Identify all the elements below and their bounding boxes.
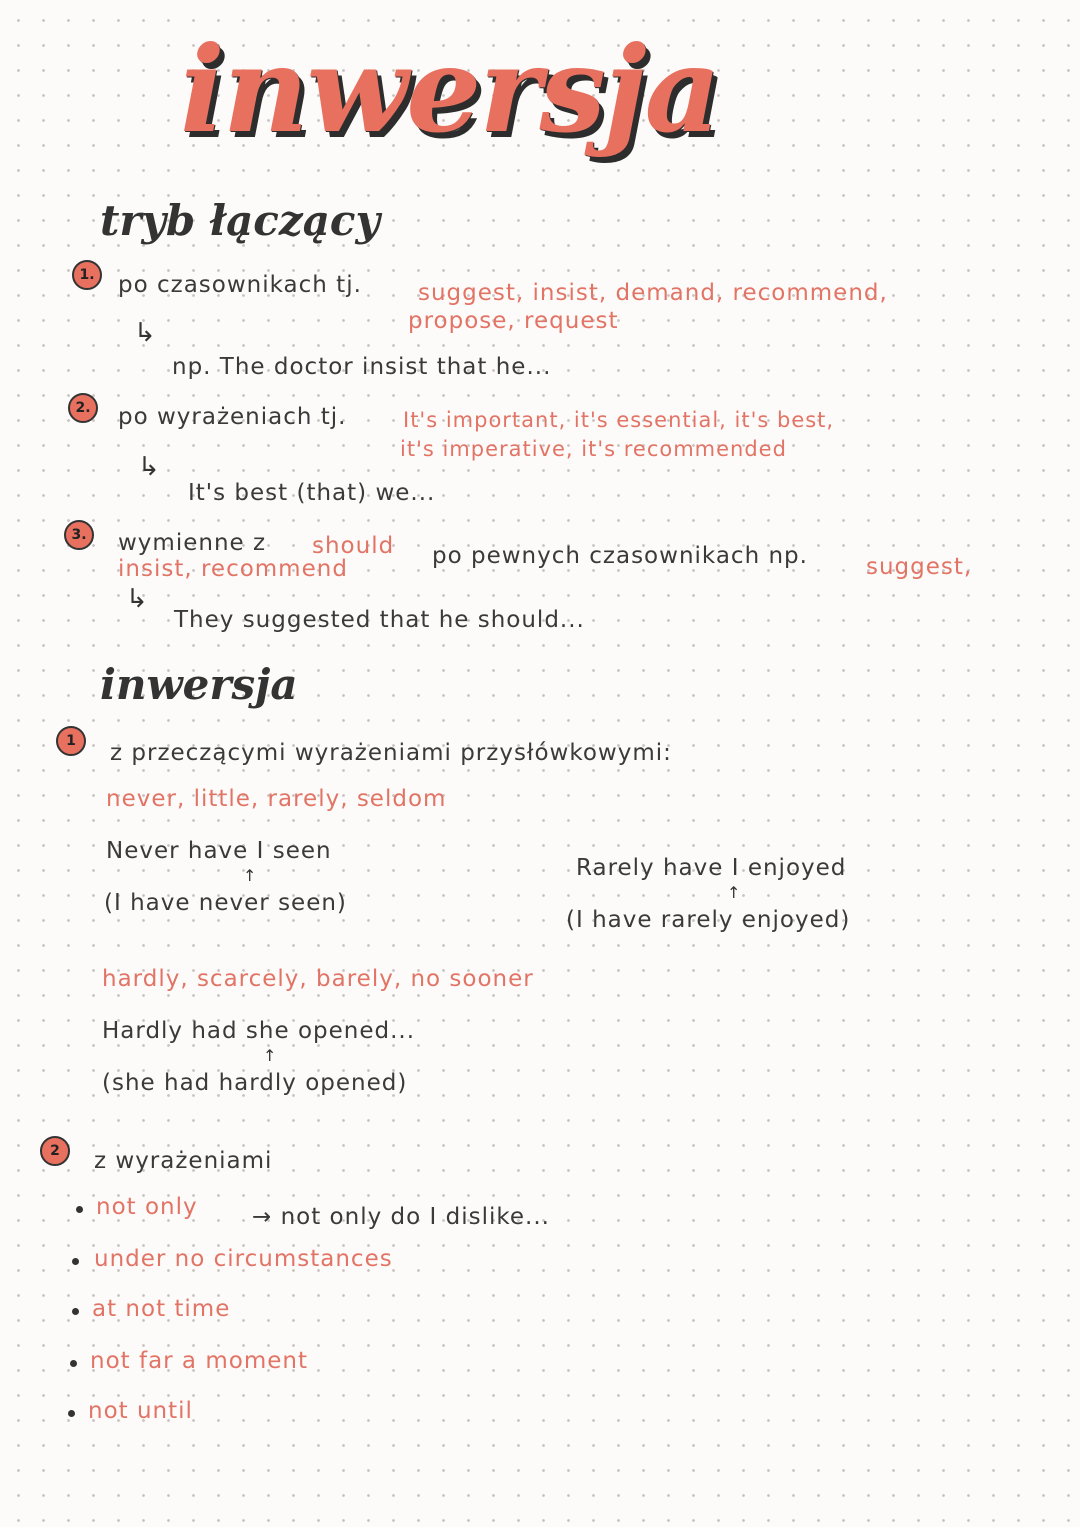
number-badge-2: 2.	[68, 393, 98, 423]
arrow-hook-icon: ↳	[126, 584, 148, 614]
bullet	[70, 1360, 77, 1367]
number-badge-1: 1	[56, 726, 86, 756]
item-intro: po pewnych czasownikach np.	[432, 543, 808, 569]
highlight-verbs: suggest,	[866, 554, 973, 580]
bullet	[76, 1206, 83, 1213]
bullet	[72, 1308, 79, 1315]
example-normal: (she had hardly opened)	[102, 1070, 408, 1096]
arrow-hook-icon: ↳	[138, 452, 160, 482]
phrase-at-not-time: at not time	[92, 1296, 231, 1322]
example-normal: (I have rarely enjoyed)	[566, 907, 851, 933]
phrase-not-only: not only	[96, 1194, 198, 1220]
highlight-verbs: insist, recommend	[118, 556, 348, 582]
highlight-adverbs: hardly, scarcely, barely, no sooner	[102, 966, 534, 992]
item-intro: wymienne z	[118, 530, 267, 556]
arrow-up-icon: ↑	[727, 883, 741, 902]
bullet	[68, 1410, 75, 1417]
item-intro: z przeczącymi wyrażeniami przysłówkowymi:	[110, 740, 672, 766]
example-text: np. The doctor insist that he...	[172, 354, 552, 380]
item-intro: po wyrażeniach tj.	[118, 404, 347, 430]
arrow-up-icon: ↑	[243, 866, 257, 885]
example-text: They suggested that he should...	[174, 607, 585, 633]
example-inversion: Never have I seen	[106, 838, 332, 864]
highlight-should: should	[312, 533, 395, 559]
phrase-not-until: not until	[88, 1398, 193, 1424]
phrase-under-no-circumstances: under no circumstances	[94, 1246, 393, 1272]
arrow-up-icon: ↑	[263, 1046, 277, 1065]
example-normal: (I have never seen)	[104, 890, 347, 916]
item-intro: z wyrażeniami	[94, 1148, 273, 1174]
number-badge-3: 3.	[64, 520, 94, 550]
page-title: inwersja	[180, 20, 720, 159]
highlight-phrases: it's imperative, it's recommended	[400, 437, 787, 461]
example-text: → not only do I dislike...	[252, 1204, 550, 1230]
highlight-verbs: propose, request	[408, 308, 619, 334]
highlight-phrases: It's important, it's essential, it's best,	[403, 408, 835, 432]
example-text: It's best (that) we...	[188, 480, 436, 506]
section-heading-inwersja: inwersja	[100, 660, 298, 709]
number-badge-2: 2	[40, 1136, 70, 1166]
example-inversion: Hardly had she opened...	[102, 1018, 416, 1044]
phrase-not-far-a-moment: not far a moment	[90, 1348, 308, 1374]
highlight-adverbs: never, little, rarely, seldom	[106, 786, 447, 812]
example-inversion: Rarely have I enjoyed	[576, 855, 847, 881]
highlight-verbs: suggest, insist, demand, recommend,	[418, 280, 888, 306]
bullet	[72, 1258, 79, 1265]
item-intro: po czasownikach tj.	[118, 272, 362, 298]
number-badge-1: 1.	[72, 260, 102, 290]
section-heading-tryb-laczacy: tryb łączący	[100, 196, 380, 245]
arrow-hook-icon: ↳	[134, 318, 156, 348]
